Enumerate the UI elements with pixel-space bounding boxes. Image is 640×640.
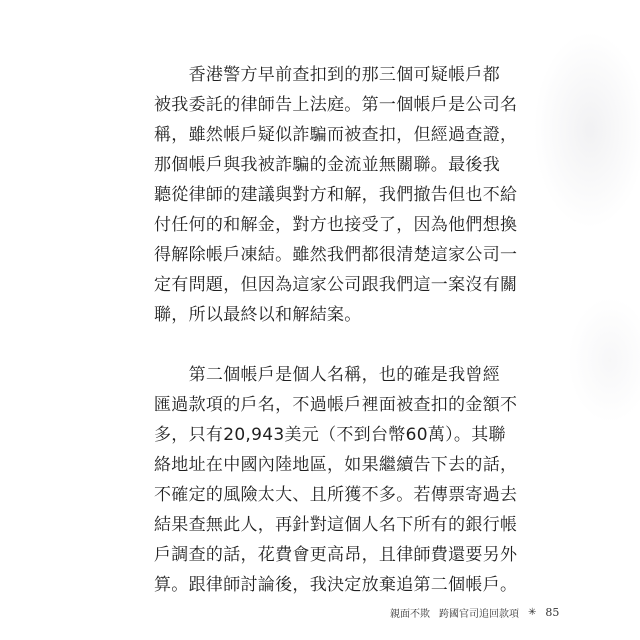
- body-text: [154, 60, 518, 600]
- page-number: 85: [545, 606, 560, 619]
- text-line: 絡地址在中國內陸地區，如果繼續告下去的話，: [154, 455, 518, 475]
- text-line: 第二個帳戶是個人名稱，也的確是我曾經: [154, 365, 500, 385]
- running-footer: [390, 605, 559, 620]
- text-line: 戶調查的話，花費會更高昂，且律師費還要另外: [154, 545, 518, 565]
- text-line: 付任何的和解金，對方也接受了，因為他們想換: [154, 215, 518, 235]
- text-line: 結果查無此人，再針對這個人名下所有的銀行帳: [154, 515, 518, 535]
- text-line: 算。跟律師討論後，我決定放棄追第二個帳戶。: [154, 575, 518, 595]
- chapter-title: 跨國官司追回款項: [439, 609, 519, 620]
- text-line: 不確定的風險太大、且所獲不多。若傳票寄過去: [154, 485, 518, 505]
- text-line: 聯，所以最終以和解結案。: [154, 305, 362, 325]
- paragraph-1: [154, 60, 518, 330]
- paragraph-2: [154, 360, 518, 600]
- text-line: 得解除帳戶凍結。雖然我們都很清楚這家公司一: [154, 245, 518, 265]
- text-line: 那個帳戶與我被詐騙的金流並無關聯。最後我: [154, 155, 500, 175]
- text-line: 稱，雖然帳戶疑似詐騙而被查扣，但經過查證，: [154, 125, 518, 145]
- text-line: 被我委託的律師告上法庭。第一個帳戶是公司名: [154, 95, 518, 115]
- ornament-icon: ✳: [528, 607, 537, 618]
- book-title: 親面不欺: [390, 609, 430, 620]
- text-line: 聽從律師的建議與對方和解，我們撤告但也不給: [154, 185, 518, 205]
- text-line: 多，只有20,943美元（不到台幣60萬）。其聯: [154, 425, 506, 445]
- text-line: 香港警方早前查扣到的那三個可疑帳戶都: [154, 65, 500, 85]
- text-line: 定有問題，但因為這家公司跟我們這一案沒有關: [154, 275, 518, 295]
- text-line: 匯過款項的戶名，不過帳戶裡面被查扣的金額不: [154, 395, 518, 415]
